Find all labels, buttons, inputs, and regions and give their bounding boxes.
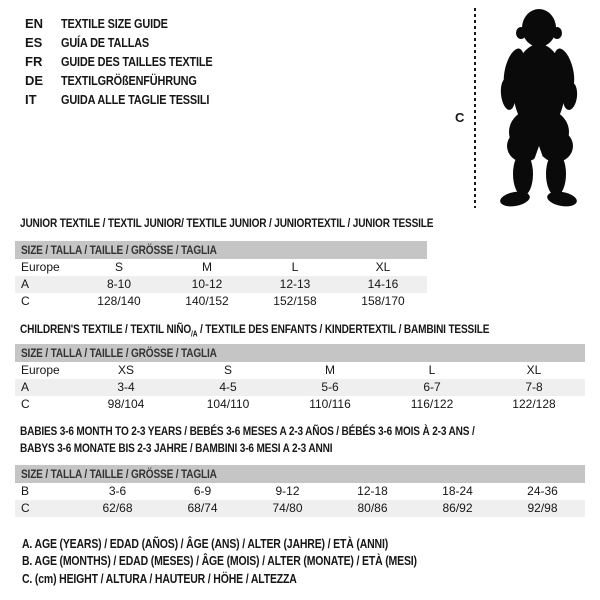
language-row — [25, 90, 241, 109]
size-header-bar: SIZE / TALLA / TAILLE / GRÖSSE / TAGLIA — [15, 241, 427, 259]
size-cell: 62/68 — [102, 501, 133, 515]
language-code: DE — [25, 73, 44, 88]
children-table-title: CHILDREN'S TEXTILE / TEXTIL $NIÑO_{/A}$ / TEXTILE DES ENFANTS / KINDERTEXTIL / BAMBINI TESSILE — [20, 322, 490, 339]
table-row — [15, 396, 585, 413]
language-code: ES — [25, 35, 43, 50]
size-cell: 14-16 — [367, 277, 399, 291]
size-header-bar: SIZE / TALLA / TAILLE / GRÖSSE / TAGLIA — [15, 344, 585, 362]
size-cell: XL — [375, 260, 391, 274]
size-cell: 92/98 — [527, 501, 558, 515]
size-cell: 140/152 — [185, 294, 229, 308]
size-cell: 3-4 — [117, 380, 135, 394]
size-cell: S — [114, 260, 123, 274]
size-table-rows — [15, 483, 585, 517]
row-label: C — [21, 501, 30, 515]
size-cell: 158/170 — [361, 294, 405, 308]
footnote-a: A. AGE (YEARS) / EDAD (AÑOS) / ÂGE (ANS) / ALTER (JAHRE) / ETÀ (ANNI) — [22, 537, 389, 551]
size-cell: 12-13 — [279, 277, 311, 291]
size-cell: 110/116 — [309, 397, 351, 411]
footnote-b: B. AGE (MONTHS) / EDAD (MESES) / ÂGE (MOIS) / ALTER (MONATE) / ETÀ (MESI) — [22, 554, 417, 569]
language-label: TEXTILE SIZE GUIDE — [61, 16, 168, 31]
table-row — [15, 259, 427, 276]
size-cell: 12-18 — [357, 484, 388, 498]
size-cell: M — [202, 260, 212, 274]
junior-table-title: JUNIOR TEXTILE / TEXTIL JUNIOR/ TEXTILE JUNIOR / JUNIORTEXTIL / JUNIOR TESSILE — [20, 216, 434, 230]
language-list — [25, 14, 241, 109]
size-cell: XS — [117, 363, 134, 377]
size-cell: 86/92 — [442, 501, 473, 515]
language-label: GUÍA DE TALLAS — [61, 35, 150, 50]
size-cell: L — [291, 260, 299, 274]
size-cell: 80/86 — [357, 501, 388, 515]
size-cell: L — [428, 363, 436, 377]
table-row — [15, 483, 585, 500]
language-label: GUIDE DES TAILLES TEXTILE — [61, 54, 213, 69]
table-row — [15, 362, 585, 379]
size-table-rows — [15, 259, 427, 310]
row-label: B — [21, 484, 30, 498]
size-cell: 18-24 — [442, 484, 473, 498]
size-cell: 6-9 — [193, 484, 212, 498]
language-row — [25, 14, 241, 33]
size-cell: 10-12 — [191, 277, 223, 291]
size-header-bar: SIZE / TALLA / TAILLE / GRÖSSE / TAGLIA — [15, 465, 585, 483]
size-cell: 6-7 — [423, 380, 441, 394]
babies-size-table — [15, 465, 585, 517]
height-measure-line — [474, 8, 476, 208]
size-cell: 104/110 — [206, 397, 250, 411]
language-code: EN — [25, 16, 44, 31]
babies-table-title: BABIES 3-6 MONTH TO 2-3 YEARS / BEBÉS 3-6 MESES A 2-3 AÑOS / BÉBÉS 3-6 MOIS À 2-3 ANS / BABYS 3-6 MONATE BIS 2-3 JAHRE / BAMBINI 3-6 MESI A 2-3 ANNI — [20, 424, 475, 455]
language-code: FR — [25, 54, 43, 69]
size-cell: 128/140 — [97, 294, 141, 308]
row-label: Europe — [21, 363, 60, 377]
language-row — [25, 33, 241, 52]
size-cell: 152/158 — [273, 294, 317, 308]
size-cell: 122/128 — [512, 397, 556, 411]
row-label: Europe — [21, 260, 60, 274]
footnotes — [22, 536, 492, 588]
size-cell: 3-6 — [108, 484, 127, 498]
size-table-rows — [15, 362, 585, 413]
row-label: C — [21, 294, 30, 308]
height-measure-label: C — [455, 110, 465, 125]
table-row — [15, 500, 585, 517]
row-label: A — [21, 380, 30, 394]
size-cell: 9-12 — [275, 484, 300, 498]
size-cell: S — [223, 363, 232, 377]
table-row — [15, 293, 427, 310]
size-cell: 7-8 — [525, 380, 543, 394]
size-cell: 74/80 — [272, 501, 303, 515]
size-cell: 24-36 — [527, 484, 558, 498]
table-row — [15, 379, 585, 396]
size-cell: M — [325, 363, 335, 377]
size-cell: 68/74 — [187, 501, 218, 515]
language-row — [25, 71, 241, 90]
size-cell: 116/122 — [410, 397, 454, 411]
size-cell: 4-5 — [219, 380, 237, 394]
baby-silhouette-icon — [487, 6, 593, 208]
junior-size-table — [15, 241, 427, 310]
language-row — [25, 52, 241, 71]
table-row — [15, 276, 427, 293]
size-cell: 5-6 — [321, 380, 339, 394]
children-size-table — [15, 344, 585, 413]
row-label: C — [21, 397, 30, 411]
size-cell: 8-10 — [106, 277, 132, 291]
language-label: GUIDA ALLE TAGLIE TESSILI — [61, 92, 210, 107]
language-code: IT — [25, 92, 37, 107]
size-cell: 98/104 — [107, 397, 145, 411]
language-label: TEXTILGRÖßENFÜHRUNG — [61, 73, 197, 88]
row-label: A — [21, 277, 30, 291]
footnote-c: C. (cm) HEIGHT / ALTURA / HAUTEUR / HÖHE / ALTEZZA — [22, 571, 297, 586]
size-cell: XL — [526, 363, 542, 377]
